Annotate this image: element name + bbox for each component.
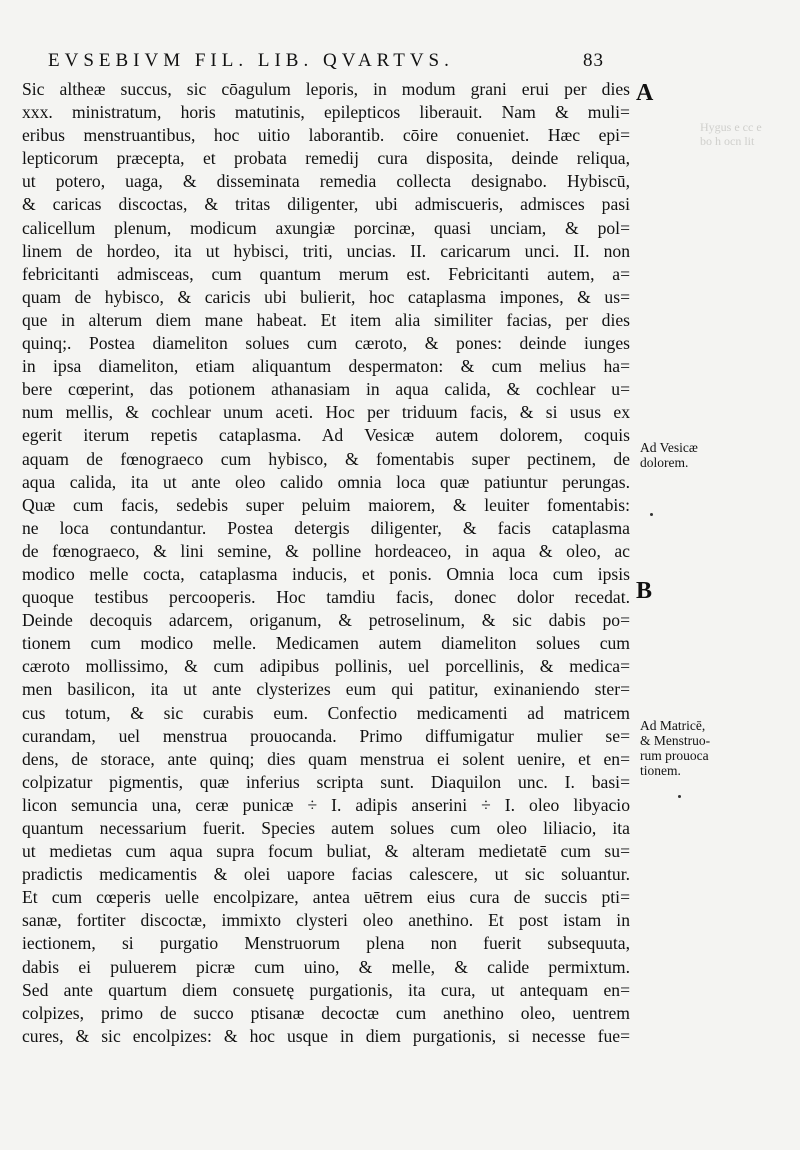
marginal-note-line: Ad Matricē, (640, 718, 706, 733)
text-line: Et cum cœperis uelle encolpizare, antea uētrem eius cura de succis pti= (22, 887, 630, 908)
body-text (22, 78, 630, 1048)
marginal-note-line: & Menstruo- (640, 733, 711, 748)
text-line: ut potero, uaga, & disseminata remedia collecta designabo. Hybiscū, (22, 171, 630, 192)
marginal-note-line: rum prouoca (640, 748, 709, 763)
text-line: sanæ, fortiter discoctæ, immixto clysteri oleo anethino. Et post istam in (22, 910, 630, 931)
marginal-note-vesicae (640, 440, 750, 470)
page-header (48, 50, 608, 74)
text-line: Deinde decoquis adarcem, origanum, & petroselinum, & sic dabis po= (22, 610, 630, 631)
text-line: pradictis medicamentis & olei uapore facias calescere, ut sic soluantur. (22, 864, 630, 885)
text-line: Sed ante quartum diem consuetę purgationis, ita cura, ut antequam en= (22, 979, 630, 1000)
text-line: febricitanti admisceas, cum quantum merum est. Febricitanti autem, a= (22, 263, 630, 284)
text-line: lepticorum præcepta, et probata remedij cura disposita, deinde reliqua, (22, 148, 630, 169)
text-line: de fœnograeco, & lini semine, & polline hordeaceo, in aqua & oleo, ac (22, 540, 630, 561)
text-line: aquam de fœnograeco cum hybisco, & fomentabis super pectinem, de (22, 448, 630, 469)
marginal-note-matricem (640, 718, 750, 778)
text-line: Sic altheæ succus, sic cōagulum leporis, in modum grani erui per dies (22, 79, 630, 99)
text-line: ne loca contundantur. Postea detergis diligenter, & facis cataplasma (22, 517, 630, 538)
text-line: dens, de storace, ante quinq; dies quam menstrua ei solent uenire, et en= (22, 748, 630, 769)
page-number: 83 (583, 50, 604, 71)
text-line: cæroto mollissimo, & cum adipibus pollinis, uel porcellinis, & medica= (22, 656, 630, 677)
marginal-note-line: Ad Vesicæ (640, 440, 698, 455)
ink-speck (650, 513, 653, 516)
text-line: & caricas discoctas, & tritas diligenter, ubi admiscueris, admisces pasi (22, 194, 630, 215)
marginal-note-line: tionem. (640, 763, 681, 778)
text-line: linem de hordeo, ita ut hybisci, triti, uncias. II. caricarum unci. II. non (22, 240, 630, 261)
text-line: cures, & sic encolpizes: & hoc usque in diem purgationis, si necesse fue= (22, 1025, 630, 1046)
text-line: ut medietas cum aqua supra focum buliat, & alteram medietatē cum su= (22, 841, 630, 862)
text-line: eribus menstruantibus, hoc uitio laborantib. cōire conueniet. Hæc epi= (22, 125, 630, 146)
text-line: egerit iterum repetis cataplasma. Ad Vesicæ autem dolorem, coquis (22, 425, 630, 446)
text-line: in ipsa diameliton, etiam aliquantum despermaton: & cum melius ha= (22, 356, 630, 377)
bleed-through-text (700, 120, 790, 148)
marginal-note-line: dolorem. (640, 455, 689, 470)
text-line: licon semuncia una, ceræ punicæ ÷ I. adipis anserini ÷ I. oleo libyacio (22, 794, 630, 815)
text-line: calicellum plenum, modicum axungiæ porcinæ, quasi unciam, & pol= (22, 217, 630, 238)
text-line: xxx. ministratum, horis matutinis, epilepticos liberauit. Nam & muli= (22, 102, 630, 123)
text-line: colpizatur pigmentis, quæ inferius scripta sunt. Diaquilon unc. I. basi= (22, 771, 630, 792)
text-line: num mellis, & cochlear unum aceti. Hoc per triduum facis, & si usus ex (22, 402, 630, 423)
text-line: cus totum, & sic curabis eum. Confectio medicamenti ad matricem (22, 702, 630, 723)
text-line: aqua calida, ita ut ante oleo calido omnia loca quæ patiuntur perungas. (22, 471, 630, 492)
text-line: quam de hybisco, & caricis ubi bulierit, hoc cataplasma impones, & us= (22, 286, 630, 307)
margin-letter-a: A (636, 80, 654, 106)
text-line: men basilicon, ita ut ante clysterizes eum qui patitur, exinaniendo ster= (22, 679, 630, 700)
text-line: curandam, uel menstrua prouocanda. Primo diffumigatur mulier se= (22, 725, 630, 746)
text-line: colpizes, primo de succo ptisanæ decoctæ cum anethino oleo, uentrem (22, 1002, 630, 1023)
text-line: quinq;. Postea diameliton solues cum cæroto, & pones: deinde iunges (22, 333, 630, 354)
text-line: que in alterum diem mane habeat. Et item alia similiter facias, per dies (22, 309, 630, 330)
text-line: quantum necessarium fuerit. Species autem solues cum oleo liliacio, ita (22, 818, 630, 838)
text-line: modico melle cocta, cataplasma inducis, et ponis. Omnia loca cum ipsis (22, 563, 630, 584)
bleed-through-line: Hygus e cc e (700, 120, 762, 134)
running-head: EVSEBIVM FIL. LIB. QVARTVS. (48, 50, 454, 71)
bleed-through-line: bo h ocn lit (700, 134, 755, 148)
text-line: tionem cum modico melle. Medicamen autem diameliton solues cum (22, 633, 630, 654)
text-line: quoque testibus percooperis. Hoc tamdiu facis, donec dolor recedat. (22, 587, 630, 608)
text-line: bere cœperint, das potionem athanasiam in aqua calida, & cochlear u= (22, 379, 630, 400)
text-line: iectionem, si purgatio Menstruorum plena non fuerit subsequuta, (22, 933, 630, 954)
text-line: dabis ei puluerem picræ cum uino, & melle, & calide permixtum. (22, 956, 630, 977)
ink-speck (678, 795, 681, 798)
text-line: Quæ cum facis, sedebis super peluim maiorem, & leuiter fomentabis: (22, 494, 630, 515)
margin-letter-b: B (636, 578, 653, 604)
